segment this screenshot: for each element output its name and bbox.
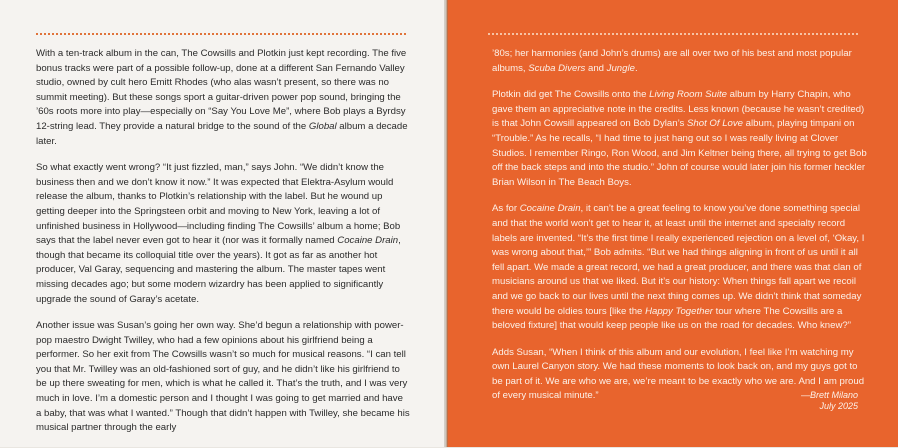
italic-title: Shot Of Love — [687, 118, 744, 130]
paragraph — [492, 47, 870, 76]
paragraph — [492, 202, 870, 333]
text-run: Plotkin did get The Cowsills onto the — [492, 89, 650, 101]
italic-title: Global — [308, 120, 337, 132]
left-page-text — [36, 47, 410, 448]
left-page — [0, 0, 444, 447]
italic-title: Living Room Suite — [649, 89, 727, 101]
italic-title: Cocaine Drain — [519, 203, 581, 215]
text-run: album a decade later. — [36, 120, 408, 147]
author-credit — [801, 390, 858, 412]
text-run: ’80s; her harmonies (and John’s drums) are all over two of his best and most popular albums, — [492, 48, 852, 74]
paragraph — [492, 88, 870, 190]
text-run: Another issue was Susan’s going her own way. She’d begun a relationship with power-pop maestro Dwight Twilley, who had a few opinions about his girlfriend being a performer. So her exit from The Cowsills wasn’t so much for musical reasons. “I can tell you that Mr. Twilley was an old-fashioned sort of guy, and he didn’t like his girlfriend to be up there sweating for men, which is what he called it. That’s the truth, and I was very much in love. I’m a domestic person and I thought I was going to get married and have a baby, that was what I wanted.” Though that didn’t happen with Twilley, she became his musical partner through the early — [36, 320, 410, 434]
text-run: Adds Susan, “When I think of this album and our evolution, I feel like I’m watching my own Laurel Canyon story. We had these moments to look back on, and my guys got to be part of it. We are who we are, we’re meant to be exactly who we are. And I am proud of every musical minute.” — [492, 346, 865, 402]
text-run: , though that became its colloquial title over the years). It got as far as another hot producer, Val Garay, sequencing and mastering the album. The master tapes went missing decades ago; but some modern wizardry has been applied to significantly upgrade the sound of Garay’s acetate. — [36, 235, 401, 305]
paragraph — [36, 47, 410, 149]
text-run: With a ten-track album in the can, The Cowsills and Plotkin just kept recording. The five bonus tracks were part of a possible follow-up, done at a different San Fernando Valley studio, owned by cult hero Emitt Rhodes (who alas wasn’t present, so there was no summit meeting). But these songs sport a guitar-driven power pop sound, bringing the ’60s roots more into play—especially on “Say You Love Me”, where Bob plays a Byrdsy 12-string lead. They provide a natural bridge to the sound of the — [36, 48, 407, 132]
text-run: album, playing timpani on “Trouble.” As he recalls, “I had time to just hang out so I was really living at Clover Studios. I remember Ringo, Ron Wood, and Jim Keltner being there, all trying to get Bob off the back steps and into the studio.” John of course would later join his former heckler Brian Wilson in The Beach Boys. — [492, 118, 867, 188]
text-run: tour where The Cowsills are a beloved fixture] that would keep people like us on the road for decades. Who knew?” — [492, 305, 851, 332]
text-run: . — [634, 62, 638, 74]
italic-title: Jungle — [606, 62, 635, 74]
text-run: and — [585, 62, 607, 74]
dotted-rule — [36, 33, 406, 35]
credit-author: —Brett Milano — [800, 390, 858, 400]
right-page-text — [492, 47, 870, 416]
text-run: , it can’t be a great feeling to know you’ve done something special and that the world won’t get to hear it, at least until the internet and specialty record labels are invented. “It’s the first time I really experienced rejection on a level of, ‘Okay, I was wrong about that,’” Bob admits. “But we had things aligning in front of us until it all fell apart. We made a great record, we had a great producer, and there was that clan of musicians around us that we liked. But it’s our history: When things fall apart we recoil and we go back to our lives until the next thing comes up. We didn’t think that someday there would be oldies tours [like the — [492, 203, 865, 317]
text-run: So what exactly went wrong? “It just fizzled, man,” says John. “We didn’t know the business then and we don’t know it now.” It was expected that Elektra-Asylum would release the album, thanks to Plotkin’s relationship with the label. But he wound up getting deeper into the Springsteen orbit and moving to New York, leaving a lot of unfinished business in Hollywood—including finding The Cowsills’ album a home; Bob says that the label never even got to hear it (nor was it formally named — [36, 162, 401, 247]
text-run: album by Harry Chapin, who gave them an appreciative note in the credits. Less known (because he wasn’t credited) is that John Cowsill appeared on Bob Dylan’s — [492, 89, 865, 130]
paragraph — [36, 161, 410, 307]
italic-title: Happy Together — [645, 305, 713, 317]
text-run: As for — [492, 203, 520, 215]
italic-title: Cocaine Drain — [337, 235, 399, 247]
dotted-rule — [488, 33, 858, 35]
italic-title: Scuba Divers — [528, 62, 586, 74]
credit-date: July 2025 — [819, 401, 858, 411]
right-page — [448, 0, 898, 447]
paragraph — [36, 319, 410, 436]
